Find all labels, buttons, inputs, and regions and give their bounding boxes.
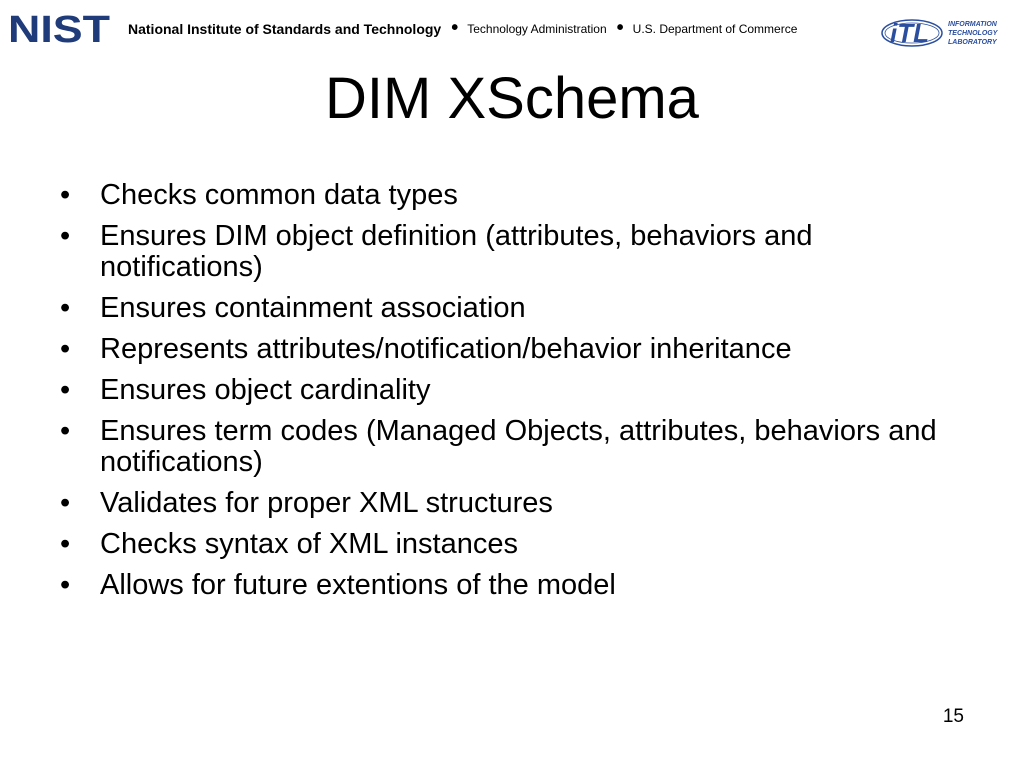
department-name: U.S. Department of Commerce: [632, 22, 798, 36]
itl-logo: [880, 15, 1008, 51]
bullet-item: [56, 416, 956, 478]
bullet-text: Checks syntax of XML instances: [100, 528, 518, 560]
bullet-dot: •: [60, 333, 71, 365]
bullet-item: [56, 488, 956, 519]
bullet-item: [56, 375, 956, 406]
bullet-list: [56, 180, 956, 611]
bullet-text: Checks common data types: [100, 179, 458, 211]
bullet-item: [56, 180, 956, 211]
organization-name: National Institute of Standards and Technology: [128, 21, 442, 37]
header-separator: •: [451, 17, 459, 39]
header-bar: [0, 0, 1024, 60]
bullet-dot: •: [60, 487, 71, 519]
bullet-dot: •: [60, 569, 71, 601]
bullet-item: [56, 529, 956, 560]
bullet-item: [56, 334, 956, 365]
itl-logo-text: iTL: [890, 18, 929, 48]
nist-logo-text: NIST: [8, 12, 110, 46]
bullet-dot: •: [60, 374, 71, 406]
bullet-dot: •: [60, 179, 71, 211]
bullet-text: Ensures object cardinality: [100, 374, 431, 406]
bullet-text: Allows for future extentions of the model: [100, 569, 616, 601]
bullet-dot: •: [60, 292, 71, 324]
itl-caption-line-2: TECHNOLOGY: [948, 30, 998, 37]
bullet-dot: •: [60, 220, 71, 252]
bullet-dot: •: [60, 415, 71, 447]
bullet-dot: •: [60, 528, 71, 560]
bullet-text: Validates for proper XML structures: [100, 487, 553, 519]
bullet-item: [56, 293, 956, 324]
bullet-item: [56, 221, 956, 283]
itl-caption-line-1: INFORMATION: [948, 21, 997, 28]
bullet-text: Ensures DIM object definition (attributes, behaviors and notifications): [100, 220, 813, 283]
slide-title: DIM XSchema: [325, 66, 699, 131]
itl-caption-line-3: LABORATORY: [948, 39, 997, 46]
nist-logo: [8, 12, 112, 46]
administration-name: Technology Administration: [467, 22, 607, 36]
header-separator: •: [616, 17, 624, 39]
bullet-text: Ensures term codes (Managed Objects, attributes, behaviors and notifications): [100, 415, 937, 478]
page-number: 15: [942, 706, 964, 727]
bullet-item: [56, 570, 956, 601]
header-affiliation-line: [128, 19, 797, 39]
bullet-text: Ensures containment association: [100, 292, 526, 324]
bullet-text: Represents attributes/notification/behavior inheritance: [100, 333, 792, 365]
